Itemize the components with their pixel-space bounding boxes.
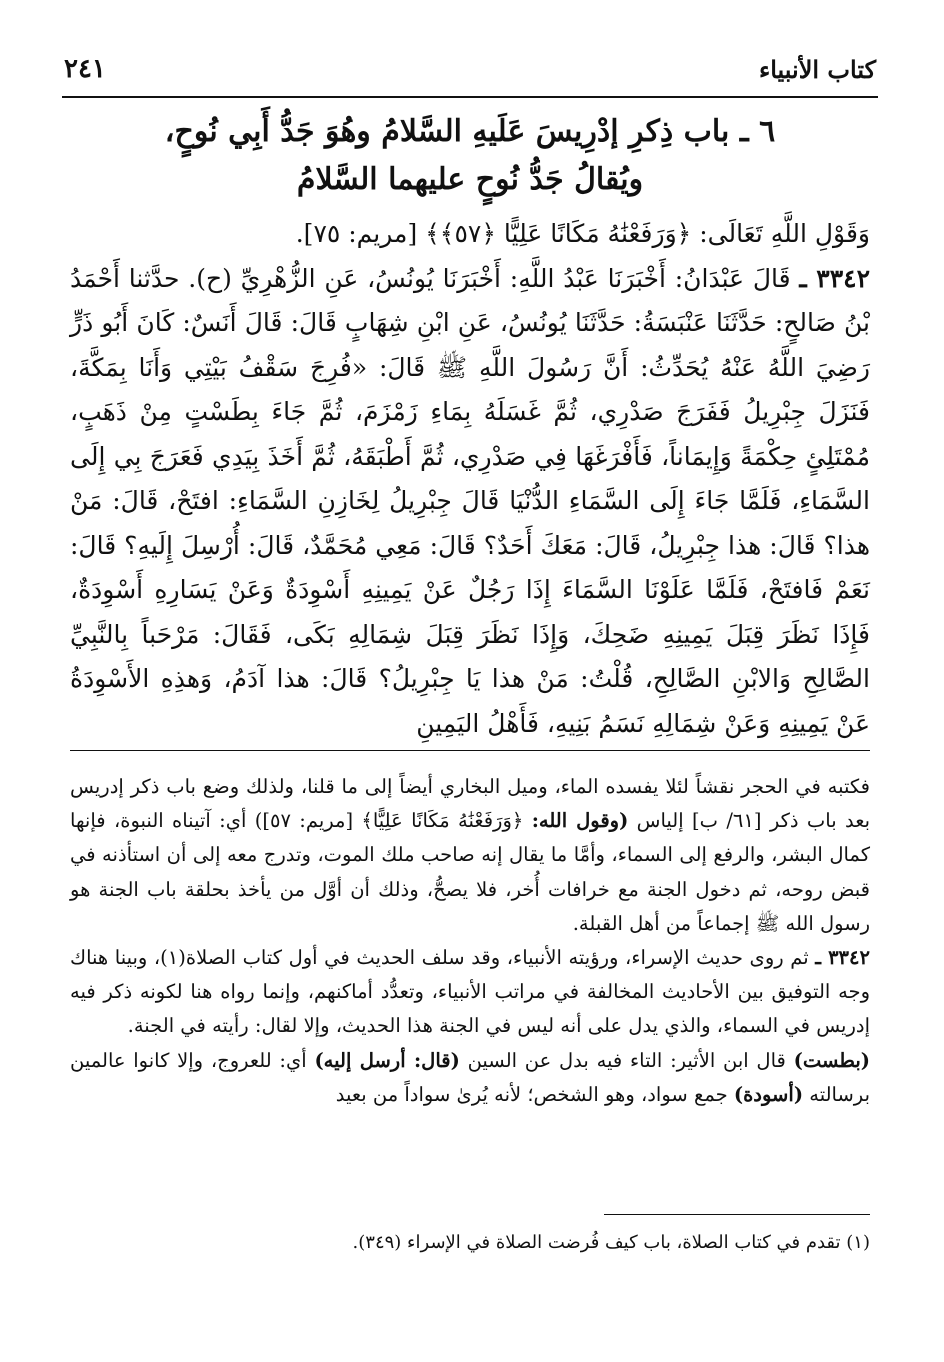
commentary-bold: (قال: أرسل إليه): [314, 1048, 460, 1072]
commentary-text: ثم روى حديث الإسراء، ورؤيته الأنبياء، وقد سلف الحديث في أول كتاب الصلاة(١)، وبينا هناك وجه التوفيق بين الأحاديث المخالفة في مراتب الأنبياء، وتعدُّد أماكنهم، وإنما رواه هنا لكونه ذكر فيه إدريس في السماء، والذي يدل على أنه ليس في الجنة هذا الحديث، وإلا لقال: رأيته في الجنة.: [70, 946, 870, 1038]
running-head: كتاب الأنبياء: [758, 54, 876, 84]
main-text: [70, 212, 870, 746]
page-number: ٢٤١: [64, 54, 106, 84]
header-rule: [62, 96, 878, 98]
hadith-number: ٣٣٤٢ ـ: [799, 263, 871, 293]
chapter-title-line2: ويُقالُ جَدُّ نُوحٍ عليهما السَّلامُ: [296, 162, 644, 197]
chapter-title-line1: ٦ ـ باب ذِكرِ إدْرِيسَ عَلَيهِ السَّلامُ وهُوَ جَدُّ أَبِي نُوحٍ،: [164, 114, 776, 149]
commentary-text: فكتبه في الحجر نقشاً لئلا يفسده الماء، وميل البخاري أيضاً إلى ما قلنا، ولذلك وضع باب ذكر إدريس بعد باب ذكر [٦١/ ب] إلياس: [70, 775, 871, 833]
footnote-rule: [604, 1214, 870, 1215]
commentary-bold: (أسودة): [733, 1082, 804, 1106]
commentary-text: أي: للعروج، وإلا كانوا عالمين برسالته: [70, 1048, 870, 1106]
commentary-text: قال ابن الأثير: التاء فيه بدل عن السين: [467, 1048, 786, 1072]
commentary-hadith-number: ٣٣٤٢ ـ: [815, 946, 870, 970]
chapter-title: [90, 108, 850, 204]
commentary-paragraph-1: [70, 770, 870, 941]
commentary-bold: (بطست): [793, 1048, 871, 1072]
commentary-text: جمع سواد، وهو الشخص؛ لأنه يُرىٰ سواداً من بعيد: [335, 1082, 728, 1106]
hadith-text: قَالَ عَبْدَانُ: أَخْبَرَنَا عَبْدُ اللَّهِ: أَخْبَرَنَا يُونُسُ، عَنِ الزُّهْرِيِّ (ح). حدَّثنا أَحْمَدُ بْنُ صَالحٍ: حَدَّثَنَا عَنْبَسَةُ: حَدَّثَنَا يُونُسُ، عَنِ ابْنِ شِهَابٍ قَالَ: قَالَ أَنَسٌ: كَانَ أَبُو ذَرٍّ رَضِيَ اللَّهُ عَنْهُ يُحَدِّثُ: أَنَّ رَسُولَ اللَّهِ ﷺ قَالَ: «فُرِجَ سَقْفُ بَيْتِي وَأَنَا بِمَكَّةَ، فَنَزَلَ جِبْرِيلُ فَفَرَجَ صَدْرِي، ثُمَّ غَسَلَهُ بِمَاءِ زَمْزَمَ، ثُمَّ جَاءَ بِطَسْتٍ مِنْ ذَهَبٍ، مُمْتَلِئٍ حِكْمَةً وَإِيمَاناً، فَأَفْرَغَهَا فِي صَدْرِي، ثُمَّ أَطْبَقَهُ، ثُمَّ أَخَذَ بِيَدِي فَعَرَجَ بِي إِلَى السَّمَاءِ، فَلَمَّا جَاءَ إِلَى السَّمَاءِ الدُّنْيَا قَالَ جِبْرِيلُ لِخَازِنِ السَّمَاءِ: افتَحْ، قَالَ: مَنْ هذا؟ قَالَ: هذا جِبْرِيلُ، قَالَ: مَعَكَ أَحَدٌ؟ قَالَ: مَعِي مُحَمَّدٌ، قَالَ: أُرْسِلَ إِلَيهِ؟ قَالَ: نَعَمْ فَافتَحْ، فَلَمَّا عَلَوْنَا السَّمَاءَ إِذَا رَجُلٌ عَنْ يَمِينِهِ أَسْوِدَةٌ وَعَنْ يَسَارِهِ أَسْوِدَةٌ، فَإِذَا نَظَرَ قِبَلَ يَمِينِهِ ضَحِكَ، وَإِذَا نَظَرَ قِبَلَ شِمَالِهِ بَكَى، فَقَالَ: مَرْحَباً بِالنَّبِيِّ الصَّالِحِ وَالابْنِ الصَّالِحِ، قُلْتُ: مَنْ هذا يَا جِبْرِيلُ؟ قَالَ: هذا آدَمُ، وَهذِهِ الأَسْوِدَةُ عَنْ يَمِينِهِ وَعَنْ شِمَالِهِ نَسَمُ بَنِيهِ، فَأَهْلُ اليَمِينِ: [70, 263, 870, 738]
footnote: (١) تقدم في كتاب الصلاة، باب كيف فُرضت الصلاة في الإسراء (٣٤٩).: [352, 1232, 870, 1253]
commentary-text: أي: آتيناه النبوة، فإنها كمال البشر، والرفع إلى السماء، وأمَّا ما يقال إنه صاحب ملك الموت، وتدرج معه إلى أن استأذنه في قبض روحه، ثم دخول الجنة مع خرافات أُخر، فلا يصحُّ، وذلك أن أوَّل من يأخذ بحلقة باب الجنة هو رسول الله ﷺ إجماعاً من أهل القبلة.: [70, 809, 870, 935]
commentary-rule: [70, 750, 870, 751]
commentary-paragraph-2: [70, 941, 870, 1044]
commentary-bold: (وقول الله:: [531, 809, 629, 833]
commentary: [70, 770, 870, 1112]
hadith-paragraph: [70, 257, 870, 747]
commentary-verse: ﴿وَرَفَعْنَٰهُ مَكَانًا عَلِيًّا﴾ [مريم: ٥٧]): [254, 809, 524, 833]
commentary-paragraph-3: [70, 1044, 870, 1112]
verse-line: وَقَوْلِ اللَّهِ تَعَالَى: ﴿وَرَفَعْنَٰهُ مَكَانًا عَلِيًّا ﴿٥٧﴾﴾ [مريم: ٧٥].: [295, 219, 870, 248]
page-header: [64, 48, 876, 90]
